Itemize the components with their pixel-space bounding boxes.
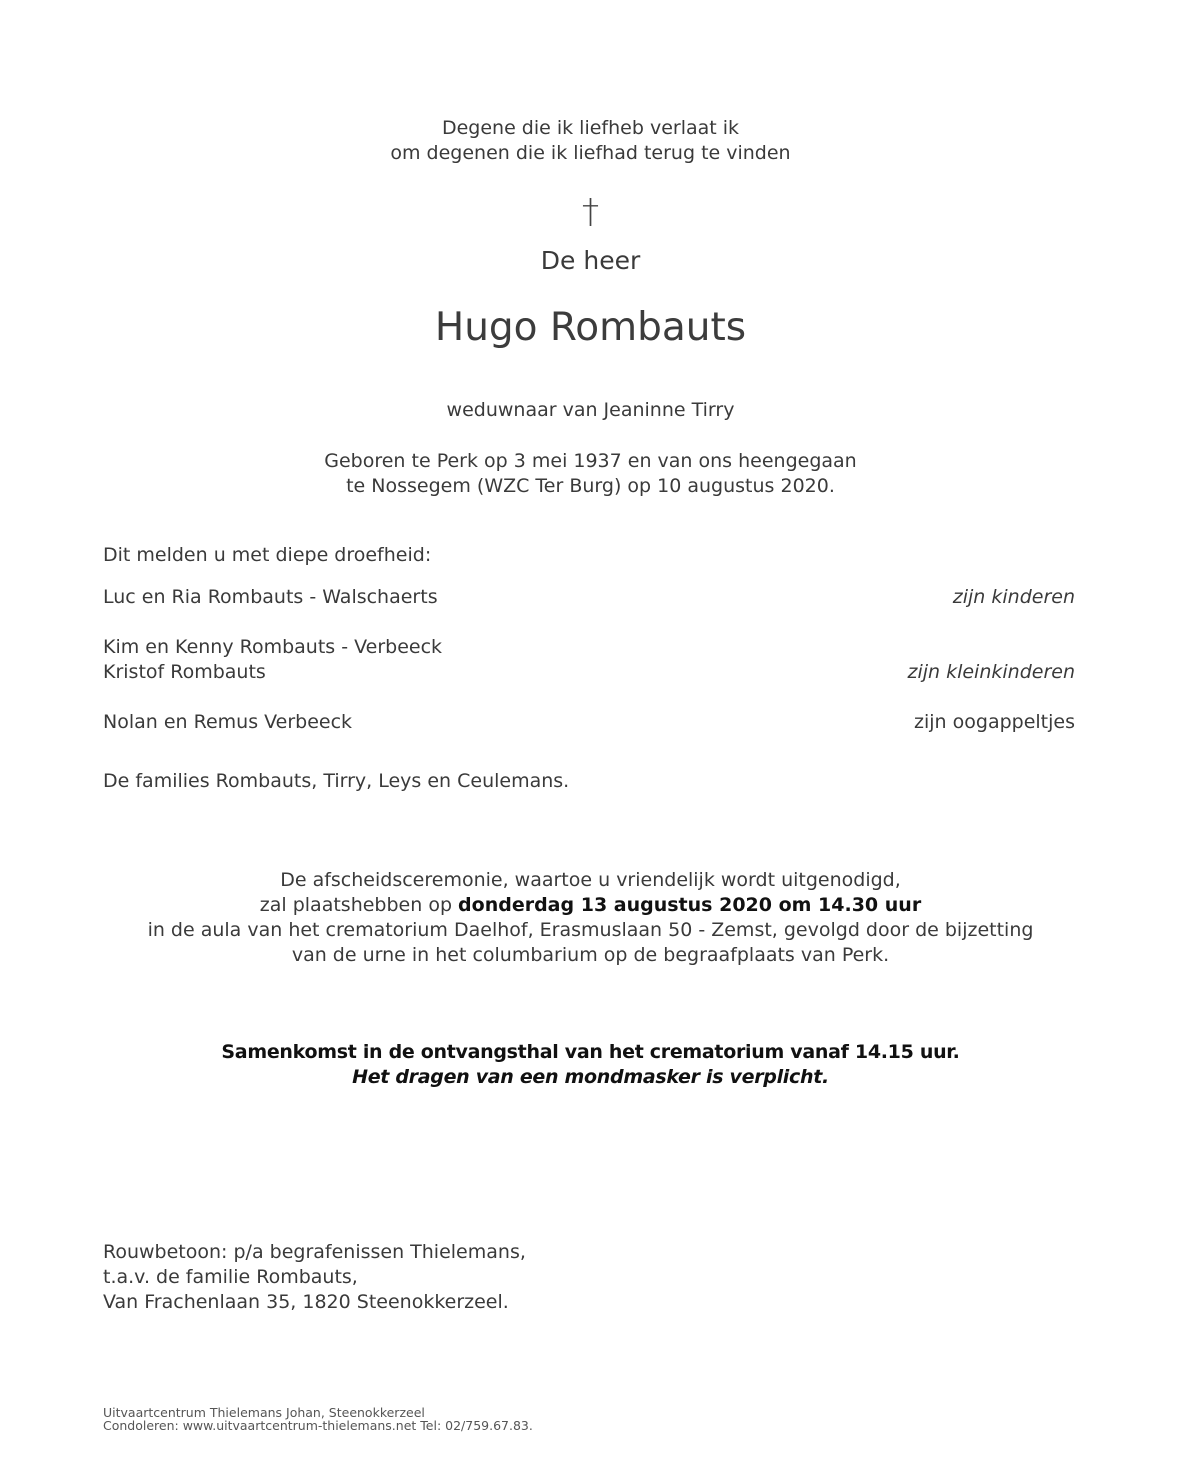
footer-condolence-link: Condoleren: www.uitvaartcentrum-thielemans.net Tel: 02/759.67.83. xyxy=(103,1418,533,1433)
ceremony-line-3: in de aula van het crematorium Daelhof, Erasmuslaan 50 - Zemst, gevolgd door de bijzetting xyxy=(147,919,1034,941)
family-role: zijn oogappeltjes xyxy=(914,711,1075,733)
mask-notice: Het dragen van een mondmasker is verplicht. xyxy=(352,1066,829,1088)
ceremony-date-time: donderdag 13 augustus 2020 om 14.30 uur xyxy=(458,894,922,916)
birth-death-line-1: Geboren te Perk op 3 mei 1937 en van ons heengegaan xyxy=(324,450,857,472)
condolence-address-line-2: t.a.v. de familie Rombauts, xyxy=(103,1266,358,1288)
cross-icon: † xyxy=(582,192,599,232)
extended-families: De families Rombauts, Tirry, Leys en Ceulemans. xyxy=(103,770,570,792)
ceremony-line-1: De afscheidsceremonie, waartoe u vriendelijk wordt uitgenodigd, xyxy=(280,869,901,891)
relation-text: weduwnaar van Jeaninne Tirry xyxy=(446,399,735,421)
family-role: zijn kleinkinderen xyxy=(907,661,1075,683)
family-name: Nolan en Remus Verbeeck xyxy=(103,711,353,733)
ceremony-line-2-prefix: zal plaatshebben op xyxy=(259,894,459,916)
family-name: Luc en Ria Rombauts - Walschaerts xyxy=(103,586,438,608)
condolence-address-line-3: Van Frachenlaan 35, 1820 Steenokkerzeel. xyxy=(103,1291,509,1313)
deceased-name: Hugo Rombauts xyxy=(434,305,747,350)
condolence-address-line-1: Rouwbetoon: p/a begrafenissen Thielemans, xyxy=(103,1241,526,1263)
family-role: zijn kinderen xyxy=(952,586,1075,608)
ceremony-line-4: van de urne in het columbarium op de begraafplaats van Perk. xyxy=(291,944,890,966)
footer-funeral-home: Uitvaartcentrum Thielemans Johan, Steenokkerzeel xyxy=(103,1405,425,1420)
ceremony-line-2 xyxy=(0,893,1181,918)
quote-line-2: om degenen die ik liefhad terug te vinden xyxy=(390,142,791,164)
quote-line-1: Degene die ik liefheb verlaat ik xyxy=(441,117,740,139)
announcement-intro: Dit melden u met diepe droefheid: xyxy=(103,544,432,566)
birth-death-line-2: te Nossegem (WZC Ter Burg) op 10 augustus 2020. xyxy=(346,475,835,497)
title-prefix: De heer xyxy=(540,246,641,275)
family-name: Kim en Kenny Rombauts - Verbeeck xyxy=(103,636,443,658)
gathering-notice: Samenkomst in de ontvangsthal van het crematorium vanaf 14.15 uur. xyxy=(221,1041,960,1063)
family-name: Kristof Rombauts xyxy=(103,661,266,683)
